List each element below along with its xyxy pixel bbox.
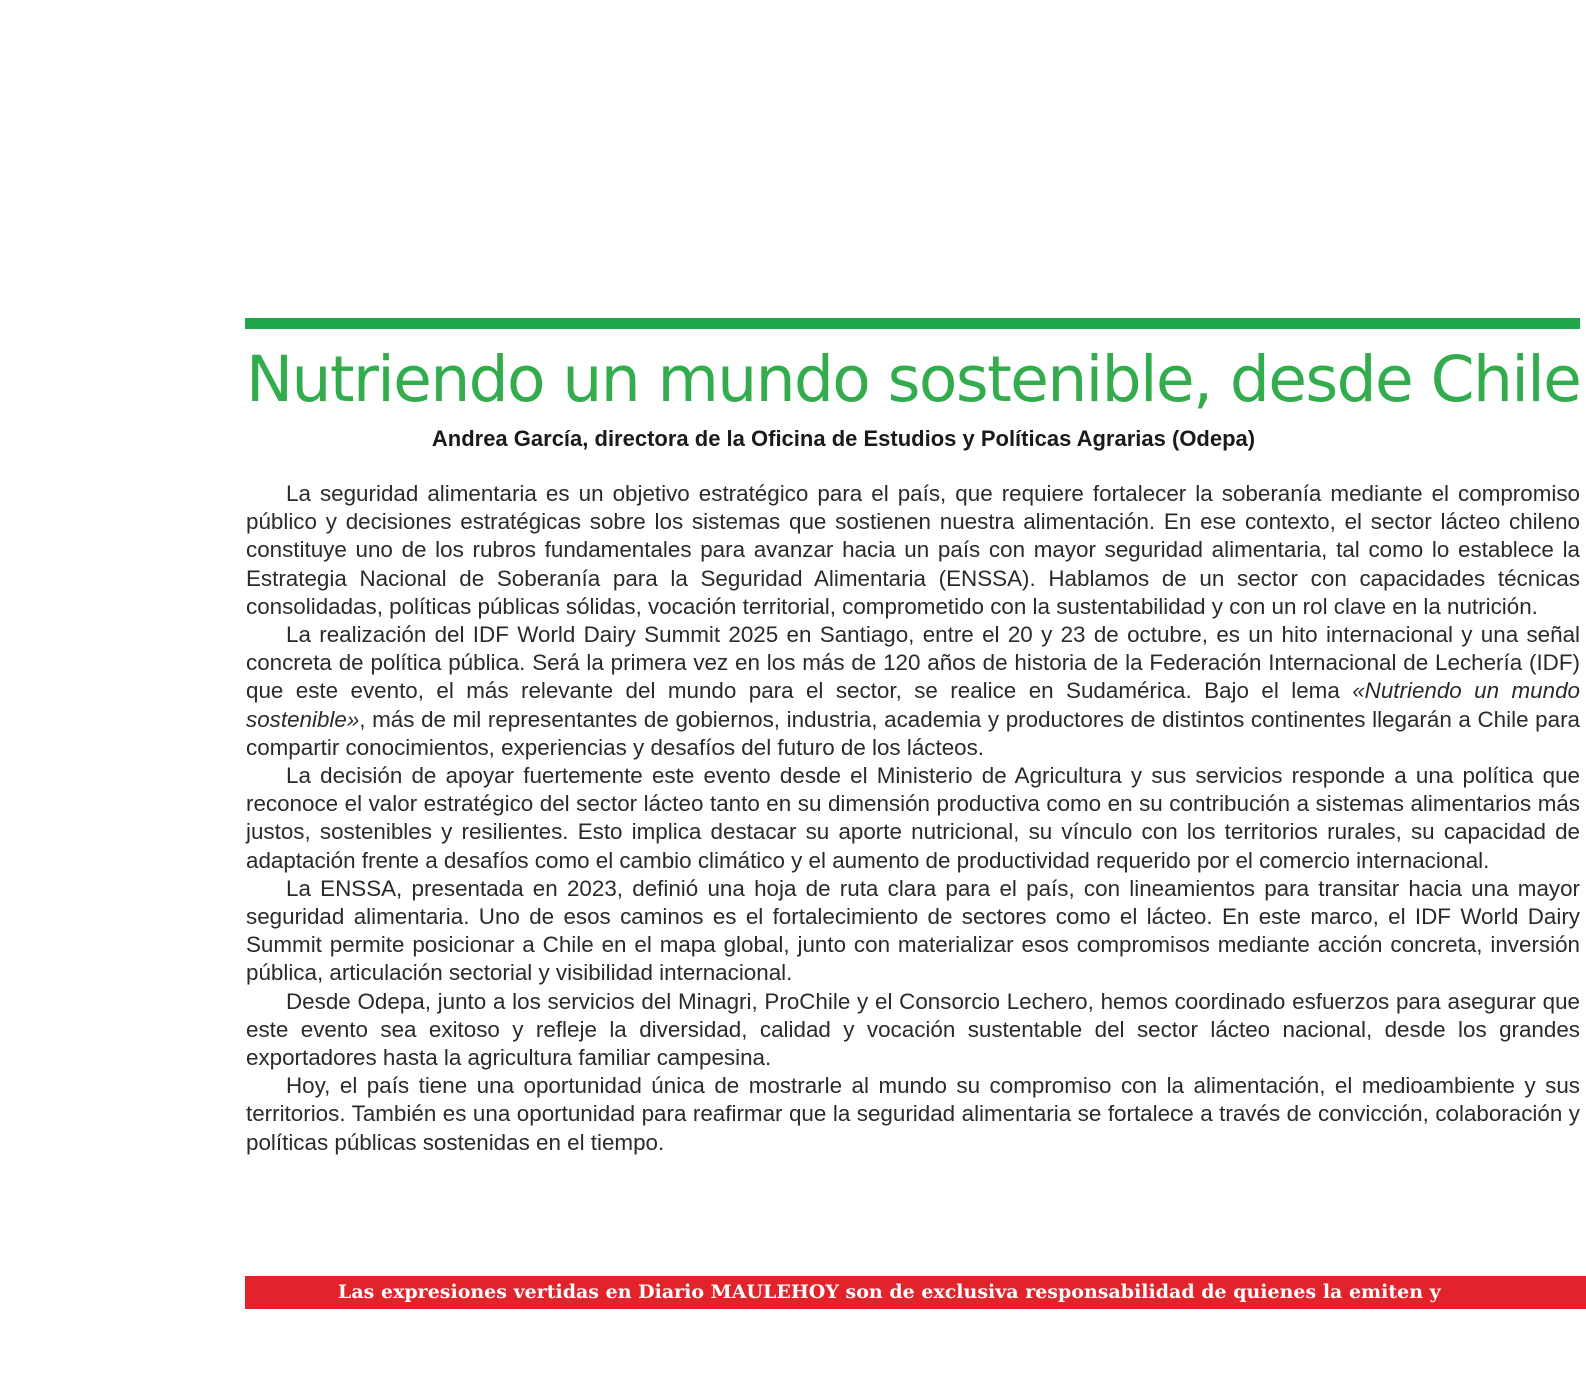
top-green-rule: [245, 318, 1580, 329]
article-byline: Andrea García, directora de la Oficina de Estudios y Políticas Agrarias (Odepa): [431, 426, 1256, 451]
event-motto: «Nutriendo un mundo sostenible»: [246, 678, 1580, 732]
article-title: Nutriendo un mundo sostenible, desde Chile: [246, 343, 1581, 416]
paragraph-3: La decisión de apoyar fuertemente este evento desde el Ministerio de Agricultura y sus servicios responde a una política que reconoce el valor estratégico del sector lácteo tanto en su dimensión productiva como en su contribución a sistemas alimentarios más justos, sostenibles y resilientes. Esto implica destacar su aporte nutricional, su vínculo con los territorios rurales, su capacidad de adaptación frente a desafíos como el cambio climático y el aumento de productividad requerido por el comercio internacional.: [246, 763, 1580, 873]
paragraph-2: [246, 621, 1580, 762]
paragraph-1: La seguridad alimentaria es un objetivo estratégico para el país, que requiere fortalecer la soberanía mediante el compromiso público y decisiones estratégicas sobre los sistemas que sostienen nuestra alimentación. En ese contexto, el sector lácteo chileno constituye uno de los rubros fundamentales para avanzar hacia un país con mayor seguridad alimentaria, tal como lo establece la Estrategia Nacional de Soberanía para la Seguridad Alimentaria (ENSSA). Hablamos de un sector con capacidades técnicas consolidadas, políticas públicas sólidas, vocación territorial, comprometido con la sustentabilidad y con un rol clave en la nutrición.: [246, 481, 1580, 619]
article-body: [246, 480, 1580, 1157]
disclaimer-bar: [245, 1276, 1586, 1309]
paragraph-2-rest: , más de mil representantes de gobiernos, industria, academia y productores de distintos continentes llegarán a Chile para compartir conocimientos, experiencias y desafíos del futuro de los lácteos.: [246, 706, 1580, 760]
paragraph-4: La ENSSA, presentada en 2023, definió una hoja de ruta clara para el país, con lineamientos para transitar hacia una mayor seguridad alimentaria. Uno de esos caminos es el fortalecimiento de sectores como el lácteo. En este marco, el IDF World Dairy Summit permite posicionar a Chile en el mapa global, junto con materializar esos compromisos mediante acción concreta, inversión pública, articulación sectorial y visibilidad internacional.: [246, 875, 1580, 986]
disclaimer-text: Las expresiones vertidas en Diario MAULEHOY son de exclusiva responsabilidad de quienes la emiten y: [338, 1281, 1441, 1303]
paragraph-5: Desde Odepa, junto a los servicios del Minagri, ProChile y el Consorcio Lechero, hemos coordinado esfuerzos para asegurar que este evento sea exitoso y refleje la diversidad, calidad y vocación sustentable del sector lácteo nacional, desde los grandes exportadores hasta la agricultura familiar campesina.: [246, 988, 1580, 1071]
paragraph-6: Hoy, el país tiene una oportunidad única de mostrarle al mundo su compromiso con la alimentación, el medioambiente y sus territorios. También es una oportunidad para reafirmar que la seguridad alimentaria se fortalece a través de convicción, colaboración y políticas públicas sostenidas en el tiempo.: [246, 1073, 1580, 1155]
paragraph-2-lead: La realización del IDF World Dairy Summit 2025 en Santiago, entre el 20 y 23 de octubre, es un hito internacional y una señal concreta de política pública. Será la primera vez en los más de 120 años de historia de la Federación Internacional de Lechería (IDF) que este evento, el más relevante del mundo para el sector, se realice en Sudamérica. Bajo el lema: [246, 622, 1580, 704]
